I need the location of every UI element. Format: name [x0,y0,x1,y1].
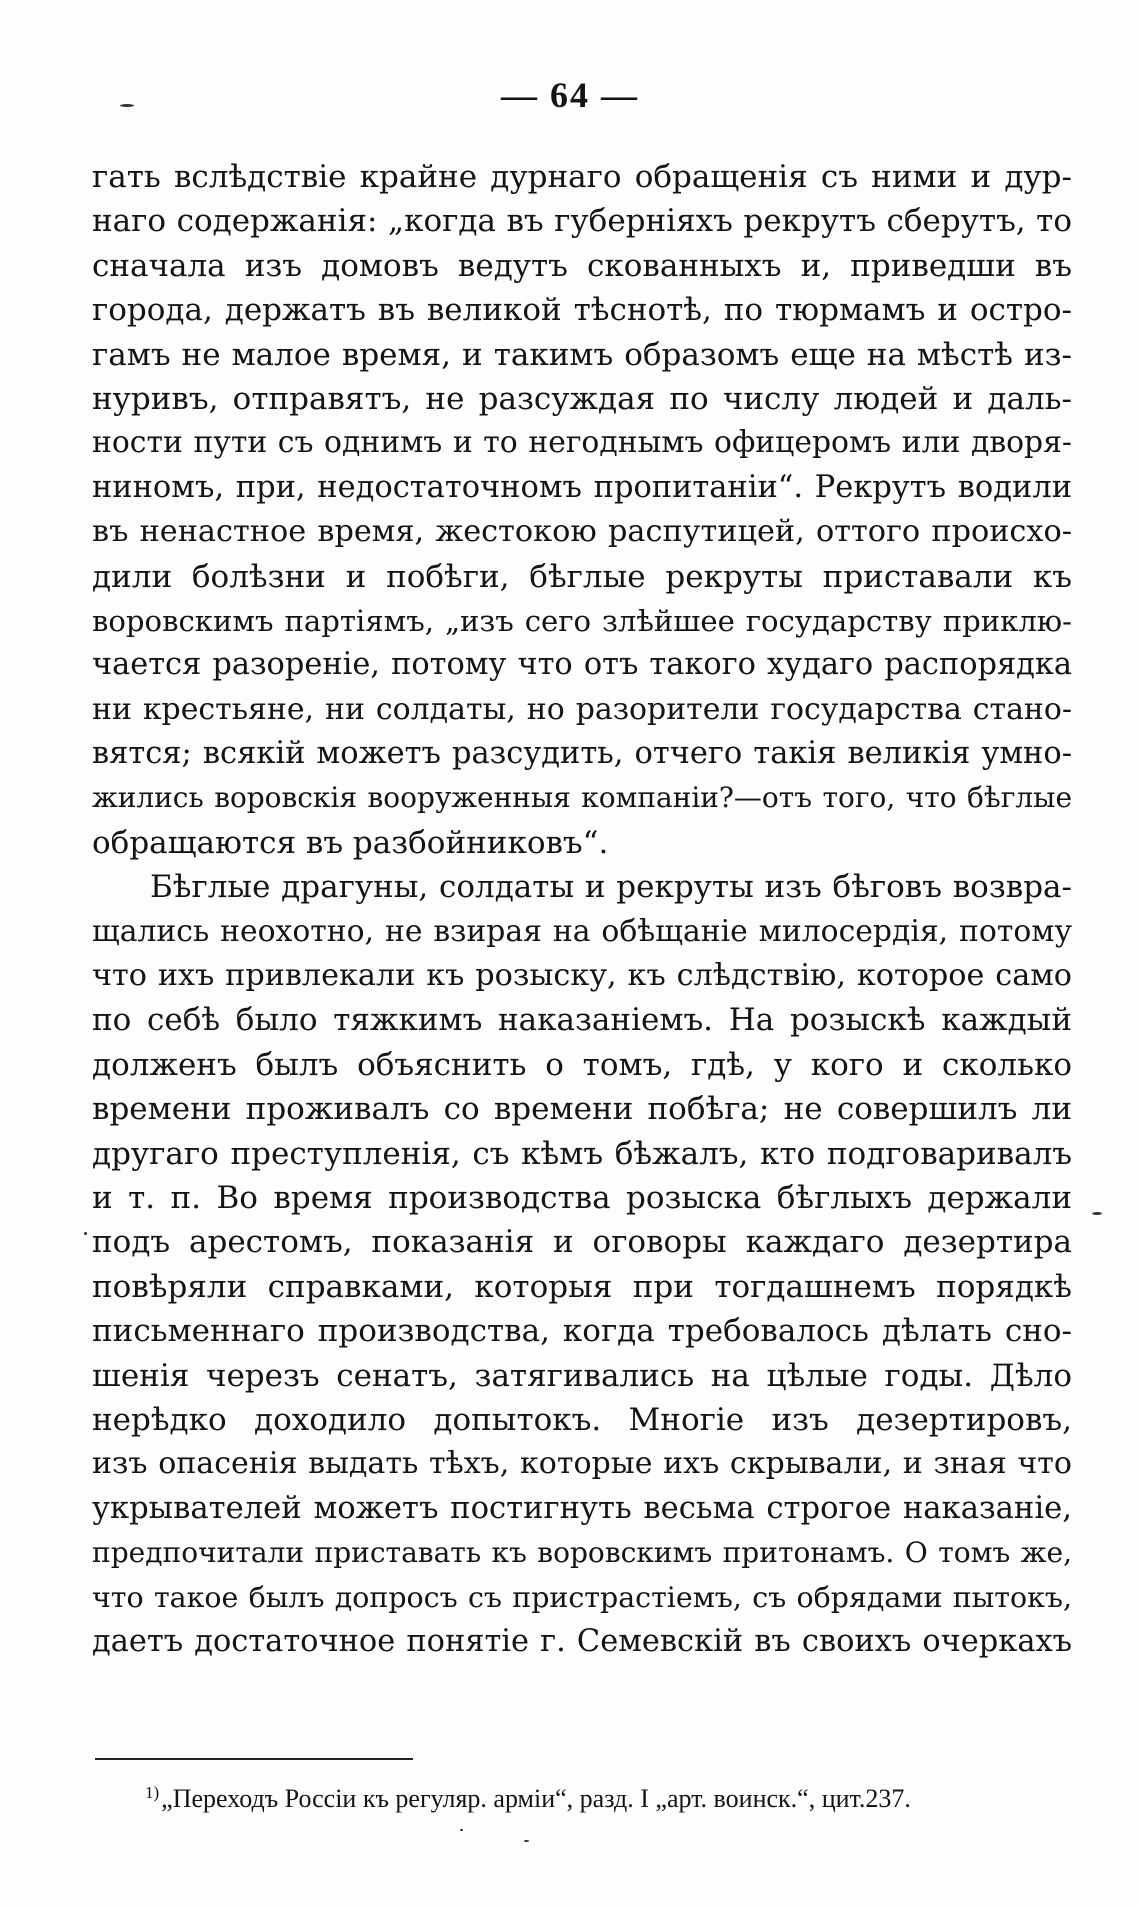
text-line: подъ арестомъ, показанія и оговоры каждаго дезертира [92,1224,1072,1261]
text-line: щались неохотно, не взирая на обѣщаніе милосердія, потому [92,913,1072,949]
text-line: гать вслѣдствіе крайне дурнаго обращенія съ ними и дур- [92,159,1072,195]
text-line: долженъ былъ объяснить о томъ, гдѣ, у кого и сколько [92,1046,1072,1083]
text-line: что такое былъ допросъ съ пристрастіемъ, съ обрядами пытокъ, [92,1580,1072,1614]
text-line: наго содержанія: „когда въ губерніяхъ рекрутъ сберутъ, то [92,203,1072,240]
text-line: нерѣдко доходило допытокъ. Многіе изъ дезертировъ, [92,1401,1072,1438]
text-line: обращаются въ разбойниковъ“. [92,824,609,861]
body-text [92,155,1072,1664]
text-line: что ихъ привлекали къ розыску, къ слѣдствію, которое само [92,958,1072,994]
scan-speck [120,104,134,107]
footnote [95,1775,1075,1817]
text-line: ни крестьяне, ни солдаты, но разорители государства стано- [92,691,1072,727]
text-line: предпочитали приставать къ воровскимъ притонамъ. О томъ же, [92,1536,1072,1570]
text-line: и т. п. Во время производства розыска бѣглыхъ держали [92,1179,1072,1216]
text-line: чается разореніе, потому что отъ такого худаго распорядка [92,647,1072,683]
text-line: жились воровскія вооруженныя компаніи?—отъ того, что бѣглые [92,781,1072,815]
text-line: даетъ достаточное понятіе г. Семевскій въ своихъ очеркахъ [92,1623,1072,1659]
scan-speck [1092,1212,1102,1215]
footnote-divider [95,1758,413,1760]
page-number: — 64 — [501,75,639,115]
text-line: гамъ не малое время, и такимъ образомъ еще на мѣстѣ из- [92,336,1072,373]
text-line: другаго преступленія, съ кѣмъ бѣжалъ, кто подговаривалъ [92,1135,1072,1172]
footnote-marker: 1) [145,1783,160,1802]
text-line: шенія черезъ сенатъ, затягивались на цѣлые годы. Дѣло [92,1357,1072,1394]
text-line: ниномъ, при, недостаточномъ пропитаніи“. Рекрутъ водили [92,469,1072,505]
scan-speck [84,1232,87,1235]
text-line: дили болѣзни и побѣги, бѣглые рекруты приставали къ [92,558,1072,595]
text-line: повѣряли справками, которыя при тогдашнемъ порядкѣ [92,1268,1072,1305]
text-line: вятся; всякій можетъ разсудить, отчего такія великія умно- [92,736,1072,772]
text-line: нуривъ, отправятъ, не разсуждая по числу людей и даль- [92,380,1072,417]
text-line: письменнаго производства, когда требовалось дѣлать сно- [92,1313,1072,1350]
text-line: укрывателей можетъ постигнуть весьма строгое наказаніе, [92,1490,1072,1526]
scan-speck [460,1829,463,1831]
text-line: по себѣ было тяжкимъ наказаніемъ. На розыскѣ каждый [92,1002,1072,1039]
text-line: ности пути съ однимъ и то негоднымъ офицеромъ или дворя- [92,425,1072,461]
text-line: времени проживалъ со времени побѣга; не совершилъ ли [92,1091,1072,1128]
text-line: въ ненастное время, жестокою распутицей, оттого происхо- [92,514,1072,550]
text-line: сначала изъ домовъ ведутъ скованныхъ и, приведши въ [92,247,1072,284]
scan-speck [524,1840,529,1842]
text-line: воровскимъ партіямъ, „изъ сего злѣйшее государству приклю- [92,603,1072,638]
text-line: изъ опасенія выдать тѣхъ, которые ихъ скрывали, и зная что [92,1446,1072,1482]
text-line: города, держатъ въ великой тѣснотѣ, по тюрмамъ и остро- [92,292,1072,329]
text-line: Бѣглые драгуны, солдаты и рекруты изъ бѣговъ возвра- [150,869,1072,906]
footnote-text: „Переходъ Россіи къ регуляр. арміи“, разд. I „арт. воинск.“, цит.237. [161,1784,911,1813]
